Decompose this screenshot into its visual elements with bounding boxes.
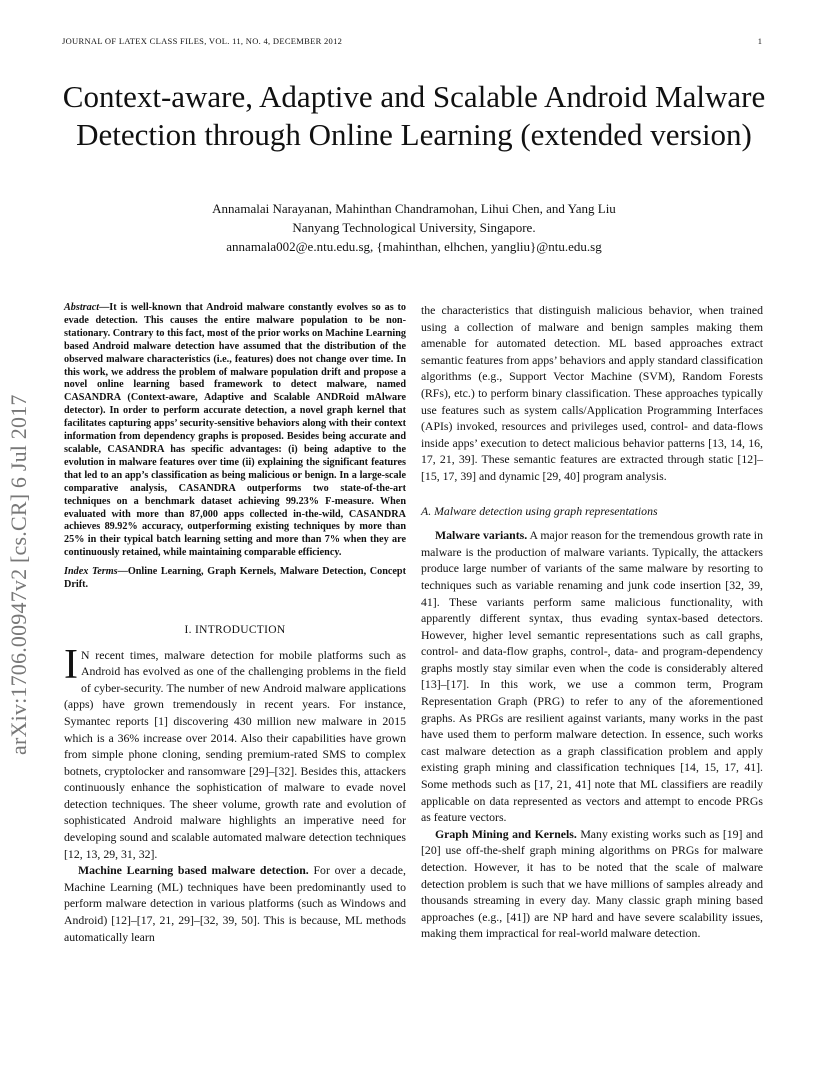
intro-paragraph-2 bbox=[64, 862, 406, 945]
author-emails: annamala002@e.ntu.edu.sg, {mahinthan, elhchen, yangliu}@ntu.edu.sg bbox=[226, 239, 602, 254]
abstract-text: —It is well-known that Android malware constantly evolves so as to evade detection. This causes the entire malware population to be non-stationary. Contrary to this fact, most of the prior works on Machine Learning based Android malware detection have assumed that the distribution of the observed malware characteristics (i.e., features) does not change over time. In this work, we address the problem of malware population drift and propose a novel online learning based framework to detect malware, named CASANDRA (Context-aware, Adaptive and Scalable ANDRoid mAlware detector). In order to perform accurate detection, a novel graph kernel that facilitates capturing apps’ security-sensitive behaviors along with their context information from dependency graphs is proposed. Besides being accurate and scalable, CASANDRA has specific advantages: (i) being adaptive to the evolution in malware features over time (ii) explaining the significant features that led to an app’s classification as being malicious or benign. In a large-scale comparative analysis, CASANDRA outperforms two state-of-the-art techniques on a benchmark dataset achieving 99.23% F-measure. When evaluated with more than 87,000 apps collected in-the-wild, CASANDRA achieves 89.92% accuracy, outperforming existing techniques by more than 25% in their typical batch learning setting and more than 7% when they are continuously retained, while maintaining comparable efficiency. bbox=[64, 302, 406, 559]
page-number: 1 bbox=[757, 36, 762, 46]
intro-paragraph-1 bbox=[64, 641, 406, 863]
abstract-label: Abstract bbox=[64, 302, 100, 313]
right-paragraph-1: the characteristics that distinguish malicious behavior, when trained using a collection of malware and benign samples making them amenable for automated detection. ML based approaches extract semantic features from apps’ behaviors and apply standard classification algorithms (e.g., Support Vector Machine (SVM), Random Forests (RFs), etc.) to perform binary classification. These approaches typically use features such as system calls/Application Programming Interfaces (APIs) invoked, resources and privileges used, control- and data-flows inside apps’ execution to detect malicious behavior patterns [13, 14, 16, 17, 21, 39]. These semantic features are extracted through static [12]–[15, 17, 39] and dynamic [29, 40] program analysis. bbox=[421, 303, 763, 483]
right-paragraph-2-heading: Malware variants. bbox=[435, 528, 528, 543]
paper-title: Context-aware, Adaptive and Scalable Android Malware Detection through Online Learning (extended version) bbox=[62, 79, 766, 152]
right-paragraph-3-heading: Graph Mining and Kernels. bbox=[435, 826, 577, 841]
affiliation: Nanyang Technological University, Singapore. bbox=[292, 220, 536, 235]
abstract bbox=[64, 302, 406, 560]
subsection-title: A. Malware detection using graph representations bbox=[421, 503, 658, 518]
right-paragraph-2 bbox=[421, 527, 763, 826]
author-block bbox=[60, 199, 768, 256]
drop-cap: I bbox=[64, 641, 78, 688]
intro-paragraph-1-text: N recent times, malware detection for mobile platforms such as Android has evolved as one of the challenging problems in the field of cyber-security. The number of new Android malware applications (apps) have grown tremendously in recent years. For instance, Symantec reports [1] discovering 430 million new malware in 2015 which is a 36% increase over 2014. Also their capabilities have grown from simple phone cloning, sending premium-rated SMS to complex botnets, cryptolocker and ransomware [29]–[32]. Besides this, attackers continuously enhance the sophistication of malware to evade novel detection techniques. The sheer volume, growth rate and evolution of sophisticated Android malware highlights an imperative need for developing sound and scalable automated malware detection techniques [12, 13, 29, 31, 32]. bbox=[64, 647, 406, 861]
right-paragraph-2-text: A major reason for the tremendous growth rate in malware is the production of malware variants. Typically, the attackers produce large number of variants of the same malware by resorting to techniques such as variable renaming and junk code insertion [32, 39, 41]. These variants perform same malicious functionality, with apparently different syntax, thus evading syntax-based detectors. However, higher level semantic representations such as call graphs, control- and data-flow graphs, control-, data- and program-dependency graphs mostly stay similar even when the code is considerably altered [13]–[17]. In this work, we use a common term, Program Representation Graph (PRG) to refer to any of the aforementioned graphs. As PRGs are resilient against variants, many works in the past have used them to perform malware detection. In essence, such works cast malware detection as a graph classification problem and apply existing graph mining and classification techniques [14, 15, 17, 41]. Some methods such as [17, 21, 41] note that ML classifiers are readily applicable on data represented as vectors and attempt to encode PRGs as feature vectors. bbox=[421, 528, 763, 825]
author-names: Annamalai Narayanan, Mahinthan Chandramohan, Lihui Chen, and Yang Liu bbox=[212, 201, 616, 216]
intro-paragraph-2-heading: Machine Learning based malware detection. bbox=[78, 863, 309, 878]
right-paragraph-3 bbox=[421, 826, 763, 942]
running-header: JOURNAL OF LATEX CLASS FILES, VOL. 11, NO. 4, DECEMBER 2012 bbox=[62, 36, 343, 46]
section-title-introduction: I. INTRODUCTION bbox=[184, 623, 286, 636]
index-terms-label: Index Terms bbox=[64, 566, 118, 578]
intro-paragraph-2-text: For over a decade, Machine Learning (ML) techniques have been predominantly used to perform malware detection in various platforms (such as Windows and Android) [12]–[17, 21, 29]–[32, 39, 50]. This is because, ML methods automatically learn bbox=[64, 863, 406, 944]
left-column bbox=[64, 302, 406, 945]
index-terms-text: —Online Learning, Graph Kernels, Malware Detection, Concept Drift. bbox=[64, 566, 406, 591]
arxiv-stamp: arXiv:1706.00947v2 [cs.CR] 6 Jul 2017 bbox=[6, 394, 31, 755]
right-column bbox=[421, 302, 763, 942]
index-terms bbox=[64, 566, 406, 592]
right-paragraph-3-text: Many existing works such as [19] and [20] use off-the-shelf graph mining algorithms on PRGs for malware detection. However, it has to be noted that the scale of malware detection problem is such that we have millions of samples already and thousands streaming in every day. Many classic graph mining based approaches (e.g., [41]) are NP hard and have severe scalability issues, making them impractical for real-world malware detection. bbox=[421, 826, 763, 941]
